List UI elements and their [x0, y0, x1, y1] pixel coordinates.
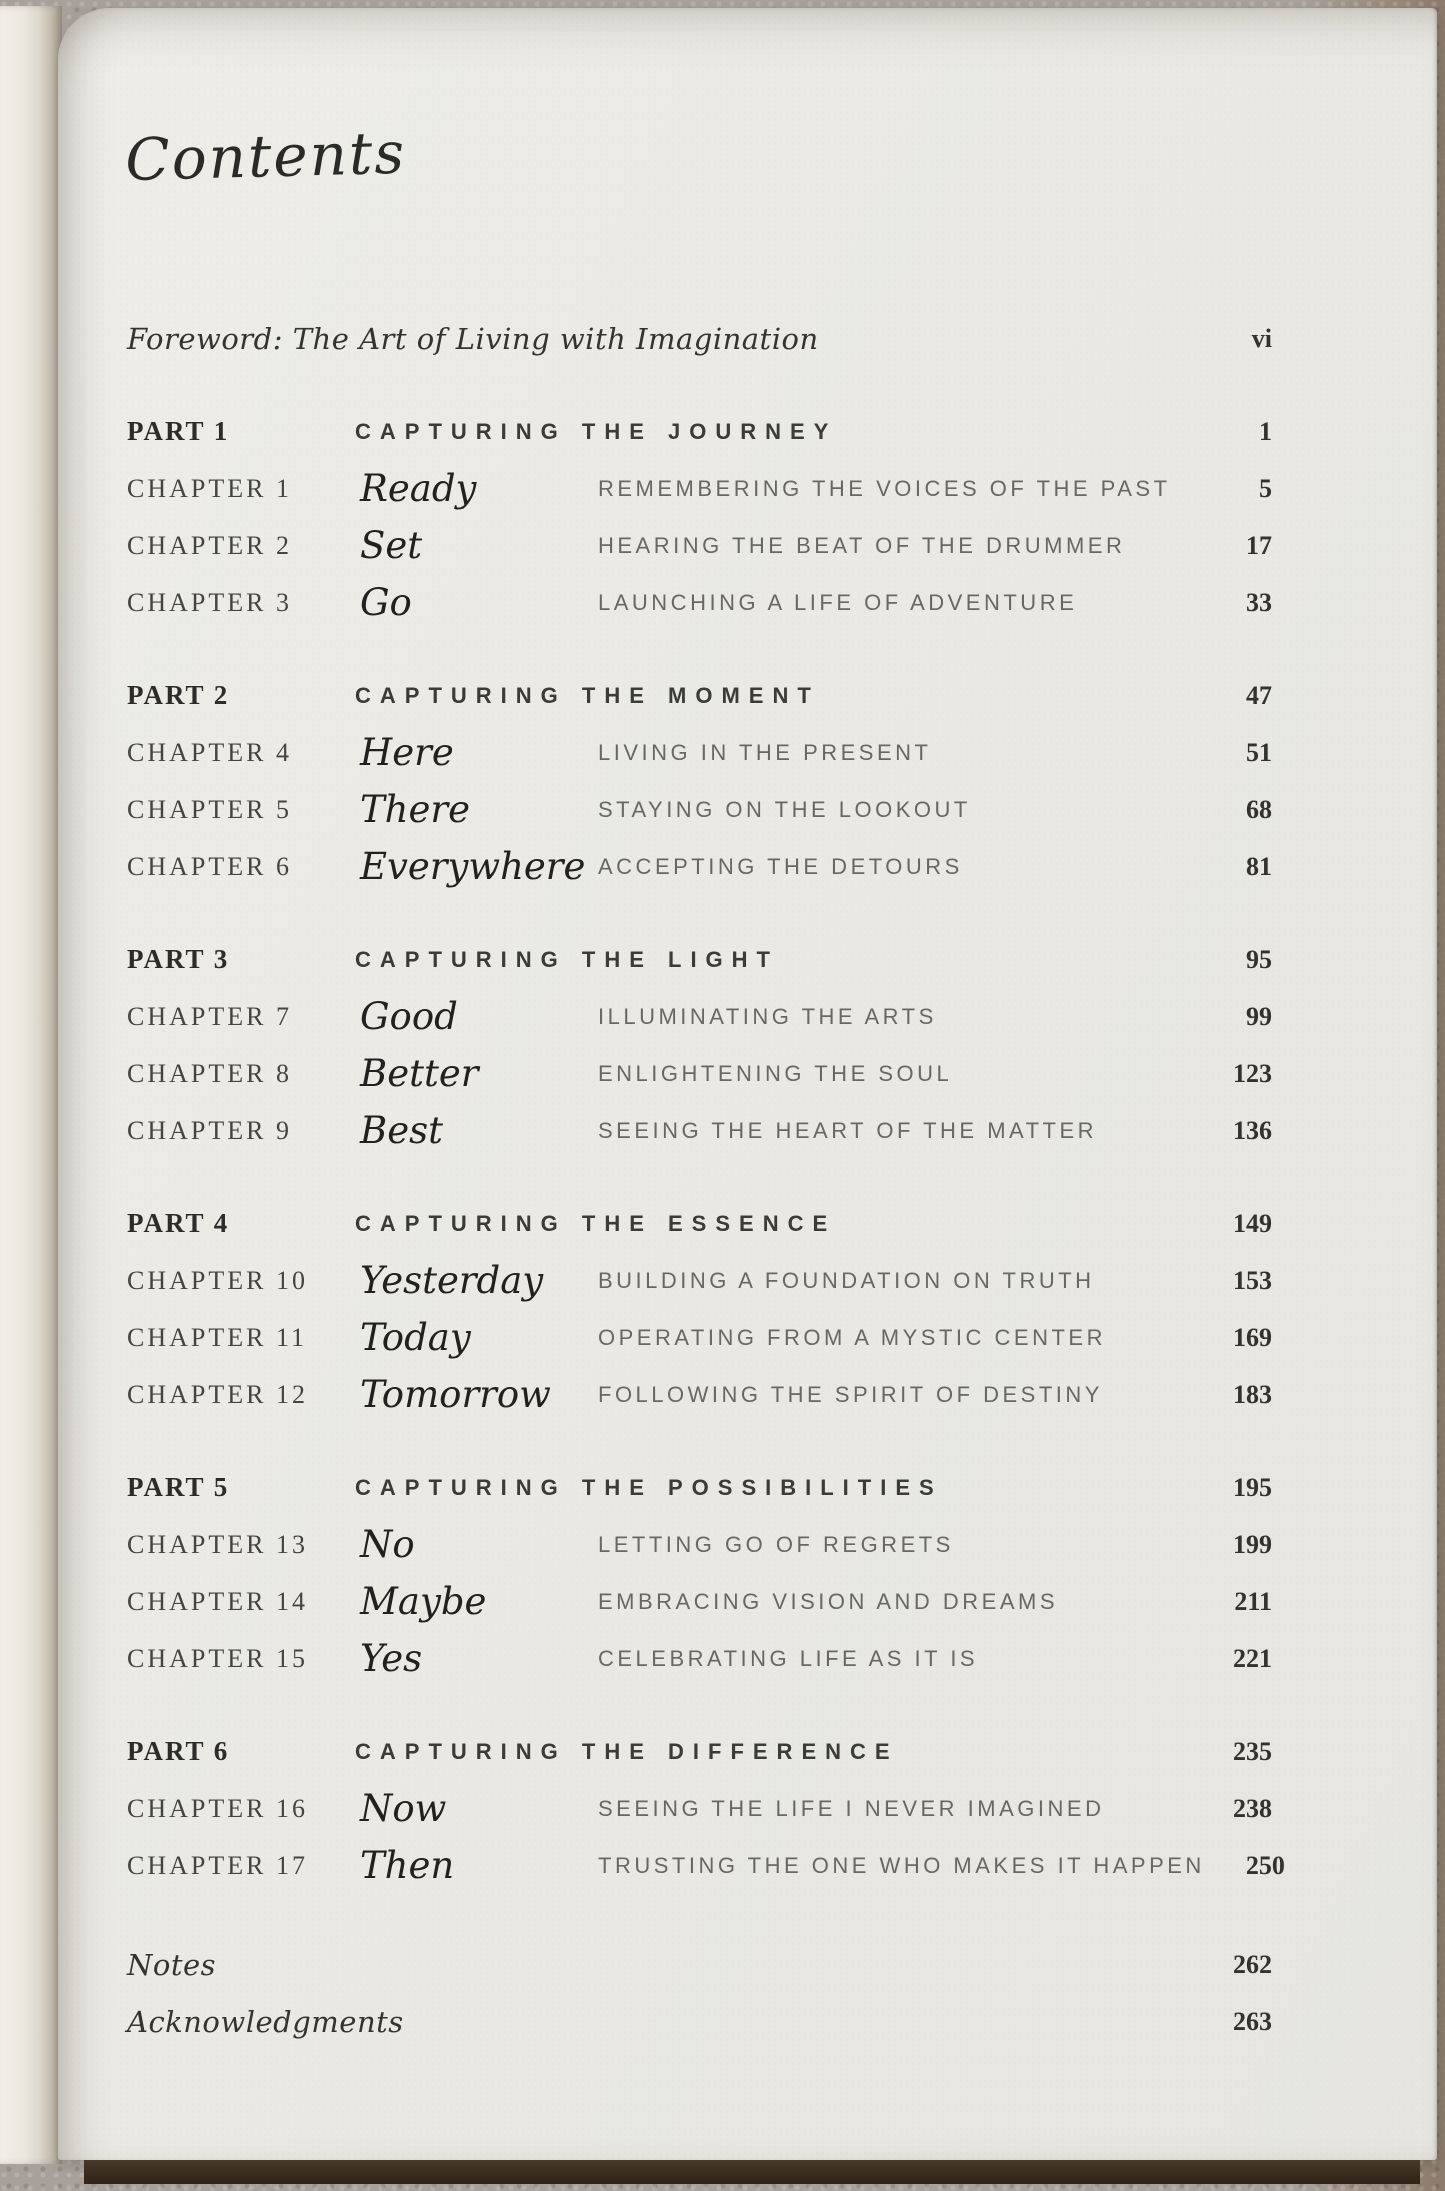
chapter-description: OPERATING FROM A MYSTIC CENTER [598, 1324, 1106, 1350]
chapter-row [127, 838, 1272, 895]
chapter-label: CHAPTER 13 [127, 1529, 308, 1559]
chapter-description: FOLLOWING THE SPIRIT OF DESTINY [598, 1381, 1103, 1407]
chapter-label: CHAPTER 1 [127, 473, 292, 503]
chapter-script-word: Good [360, 995, 458, 1038]
part-page-number: 149 [1233, 1208, 1272, 1238]
chapter-script-word: There [360, 788, 470, 831]
chapter-description: HEARING THE BEAT OF THE DRUMMER [598, 532, 1126, 558]
chapter-description: CELEBRATING LIFE AS IT IS [598, 1645, 979, 1671]
chapter-row [127, 1780, 1272, 1837]
chapter-script-word: Yes [360, 1637, 423, 1680]
chapter-script-word: Ready [360, 467, 477, 510]
part-row [127, 931, 1272, 988]
chapter-label: CHAPTER 4 [127, 737, 292, 767]
chapter-script-word: Best [360, 1109, 443, 1152]
chapter-label: CHAPTER 12 [127, 1379, 308, 1409]
part-title: CAPTURING THE LIGHT [355, 946, 779, 972]
chapter-description: SEEING THE HEART OF THE MATTER [598, 1117, 1098, 1143]
chapter-row [127, 460, 1272, 517]
chapter-label: CHAPTER 14 [127, 1586, 308, 1616]
chapter-row [127, 988, 1272, 1045]
part-title: CAPTURING THE ESSENCE [355, 1210, 837, 1236]
chapter-row [127, 1045, 1272, 1102]
chapter-row [127, 1102, 1272, 1159]
chapter-page-number: 183 [1233, 1379, 1272, 1409]
toc-list [127, 403, 1285, 1894]
chapter-label: CHAPTER 7 [127, 1001, 292, 1031]
chapter-page-number: 211 [1234, 1586, 1272, 1616]
part-label: PART 5 [127, 1472, 230, 1502]
chapter-row [127, 1366, 1272, 1423]
part-row [127, 1723, 1272, 1780]
part-row [127, 1459, 1272, 1516]
chapter-script-word: Go [360, 581, 412, 624]
page-title: Contents [124, 118, 407, 195]
chapter-page-number: 81 [1246, 851, 1272, 881]
part-title: CAPTURING THE MOMENT [355, 682, 820, 708]
foreword-row [127, 310, 1272, 367]
chapter-label: CHAPTER 17 [127, 1850, 308, 1880]
chapter-label: CHAPTER 5 [127, 794, 292, 824]
chapter-description: ACCEPTING THE DETOURS [598, 853, 963, 879]
chapter-script-word: Here [360, 731, 454, 774]
chapter-page-number: 51 [1246, 737, 1272, 767]
chapter-row [127, 1837, 1285, 1894]
chapter-row [127, 1309, 1272, 1366]
chapter-page-number: 169 [1233, 1322, 1272, 1352]
part-title: CAPTURING THE DIFFERENCE [355, 1738, 899, 1764]
chapter-label: CHAPTER 10 [127, 1265, 308, 1295]
chapter-script-word: Everywhere [360, 845, 586, 888]
chapter-script-word: Better [360, 1052, 479, 1095]
chapter-page-number: 123 [1233, 1058, 1272, 1088]
chapter-row [127, 574, 1272, 631]
chapter-script-word: Now [360, 1787, 447, 1830]
part-page-number: 1 [1259, 416, 1272, 446]
chapter-description: SEEING THE LIFE I NEVER IMAGINED [598, 1795, 1105, 1821]
chapter-page-number: 68 [1246, 794, 1272, 824]
chapter-row [127, 517, 1272, 574]
chapter-label: CHAPTER 11 [127, 1322, 307, 1352]
chapter-description: REMEMBERING THE VOICES OF THE PAST [598, 475, 1171, 501]
part-row [127, 403, 1272, 460]
chapter-script-word: Yesterday [360, 1259, 544, 1302]
chapter-description: ENLIGHTENING THE SOUL [598, 1060, 953, 1086]
part-label: PART 2 [127, 680, 230, 710]
chapter-label: CHAPTER 6 [127, 851, 292, 881]
part-row [127, 667, 1272, 724]
backmatter-page-number: 263 [1233, 2006, 1272, 2036]
chapter-page-number: 17 [1246, 530, 1272, 560]
part-page-number: 47 [1246, 680, 1272, 710]
backmatter-row [127, 1936, 1272, 1993]
chapter-script-word: Set [360, 524, 423, 567]
chapter-description: LAUNCHING A LIFE OF ADVENTURE [598, 589, 1078, 615]
underlying-page-edges [0, 6, 62, 2164]
backmatter-page-number: 262 [1233, 1949, 1272, 1979]
part-label: PART 4 [127, 1208, 230, 1238]
chapter-row [127, 724, 1272, 781]
backmatter-label: Notes [127, 1947, 217, 1982]
chapter-page-number: 33 [1246, 587, 1272, 617]
chapter-page-number: 250 [1245, 1850, 1285, 1880]
foreword-page-number: vi [1251, 323, 1272, 353]
chapter-row [127, 781, 1272, 838]
part-row [127, 1195, 1272, 1252]
backmatter-list [127, 1936, 1272, 2050]
chapter-label: CHAPTER 16 [127, 1793, 308, 1823]
chapter-row [127, 1516, 1272, 1573]
chapter-page-number: 5 [1259, 473, 1272, 503]
chapter-label: CHAPTER 2 [127, 530, 292, 560]
chapter-description: LIVING IN THE PRESENT [598, 739, 932, 765]
chapter-script-word: Today [360, 1316, 471, 1359]
chapter-label: CHAPTER 15 [127, 1643, 308, 1673]
chapter-row [127, 1630, 1272, 1687]
chapter-description: BUILDING A FOUNDATION ON TRUTH [598, 1267, 1095, 1293]
chapter-script-word: Maybe [360, 1580, 487, 1623]
chapter-script-word: Tomorrow [360, 1373, 551, 1416]
chapter-label: CHAPTER 8 [127, 1058, 292, 1088]
backmatter-row [127, 1993, 1272, 2050]
part-page-number: 195 [1233, 1472, 1272, 1502]
chapter-page-number: 136 [1233, 1115, 1272, 1145]
part-title: CAPTURING THE JOURNEY [355, 418, 838, 444]
chapter-page-number: 153 [1233, 1265, 1272, 1295]
chapter-row [127, 1252, 1272, 1309]
chapter-description: LETTING GO OF REGRETS [598, 1531, 954, 1557]
chapter-page-number: 99 [1246, 1001, 1272, 1031]
chapter-page-number: 221 [1233, 1643, 1272, 1673]
chapter-page-number: 238 [1233, 1793, 1272, 1823]
chapter-label: CHAPTER 9 [127, 1115, 292, 1145]
foreword-label: Foreword: The Art of Living with Imagination [127, 321, 819, 356]
chapter-script-word: Then [360, 1844, 455, 1887]
chapter-description: EMBRACING VISION AND DREAMS [598, 1588, 1059, 1614]
chapter-description: ILLUMINATING THE ARTS [598, 1003, 937, 1029]
part-label: PART 1 [127, 416, 230, 446]
part-label: PART 3 [127, 944, 230, 974]
chapter-label: CHAPTER 3 [127, 587, 292, 617]
chapter-description: TRUSTING THE ONE WHO MAKES IT HAPPEN [598, 1852, 1205, 1878]
part-page-number: 235 [1233, 1736, 1272, 1766]
book-page [58, 8, 1437, 2160]
chapter-script-word: No [360, 1523, 415, 1566]
chapter-description: STAYING ON THE LOOKOUT [598, 796, 971, 822]
part-label: PART 6 [127, 1736, 230, 1766]
chapter-row [127, 1573, 1272, 1630]
chapter-page-number: 199 [1233, 1529, 1272, 1559]
table-of-contents [124, 8, 1285, 2050]
part-page-number: 95 [1246, 944, 1272, 974]
part-title: CAPTURING THE POSSIBILITIES [355, 1474, 943, 1500]
backmatter-label: Acknowledgments [127, 2004, 404, 2039]
